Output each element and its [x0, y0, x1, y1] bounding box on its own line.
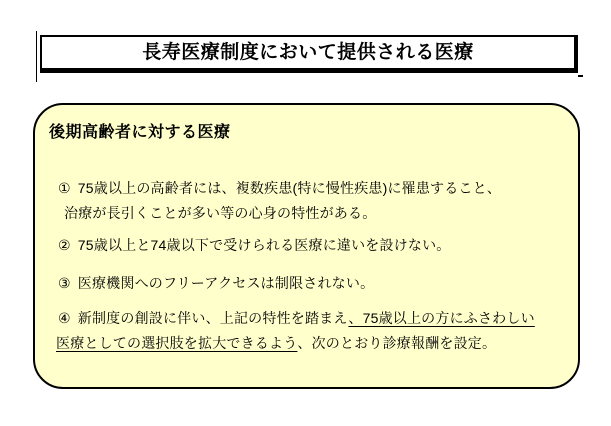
item-4-text-line-2-plain: 、次のとおり診療報酬を設定。	[297, 335, 497, 351]
title-box-shadow-line	[36, 31, 37, 82]
item-4-number: ④	[58, 310, 71, 326]
list-item-4-line-1	[58, 310, 535, 326]
list-item-1-line-2	[64, 205, 376, 221]
item-3-text: 医療機関へのフリーアクセスは制限されない。	[77, 275, 375, 291]
item-1-text-line-1: 75歳以上の高齢者には、複数疾患(特に慢性疾患)に罹患すること、	[77, 180, 502, 196]
item-3-number: ③	[58, 275, 71, 291]
item-2-number: ②	[58, 237, 71, 253]
list-item-3	[58, 275, 374, 291]
page-title: 長寿医療制度において提供される医療	[142, 42, 474, 63]
title-box-shadow-tail	[578, 75, 583, 77]
list-item-2	[58, 237, 451, 253]
list-item-1-line-1	[58, 180, 501, 196]
item-4-text-line-2-underlined: 医療としての選択肢を拡大できるよう	[56, 335, 298, 351]
page-title-box	[40, 35, 578, 73]
panel-heading: 後期高齢者に対する医療	[49, 124, 231, 141]
item-2-text: 75歳以上と74歳以下で受けられる医療に違いを設けない。	[77, 237, 451, 253]
item-1-text-line-2: 治療が長引くことが多い等の心身の特性がある。	[64, 205, 377, 221]
list-item-4-line-2	[56, 335, 496, 351]
item-4-text-line-1-plain: 新制度の創設に伴い、上記の特性を踏まえ	[77, 310, 349, 326]
item-1-number: ①	[58, 180, 71, 196]
item-4-text-line-1-underlined: 、75歳以上の方にふさわしい	[348, 310, 535, 326]
content-panel	[33, 103, 580, 389]
